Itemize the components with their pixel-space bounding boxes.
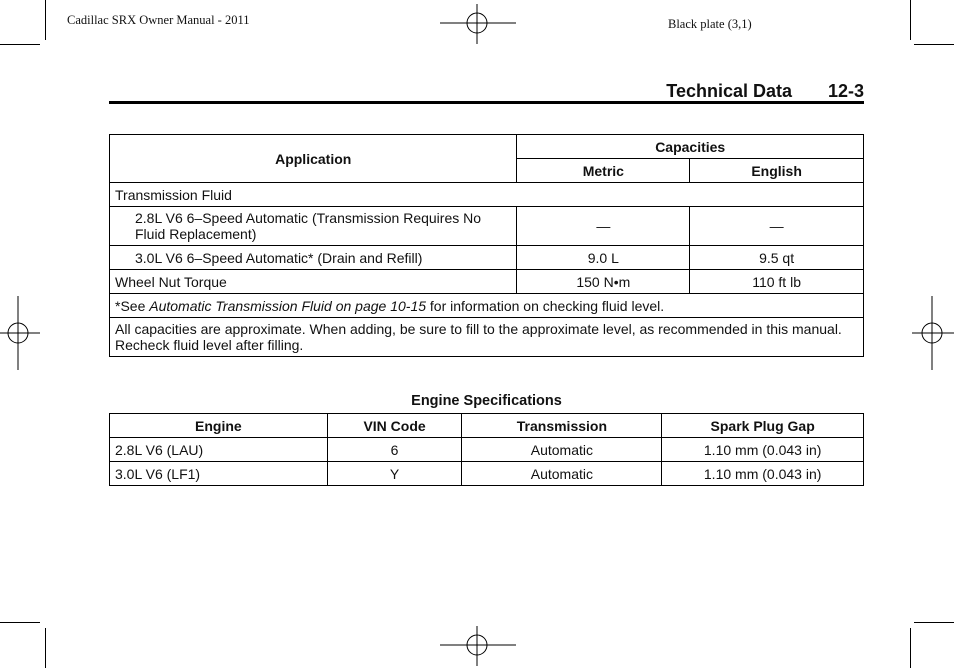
header-engine: Engine [110,414,328,438]
registration-mark-icon [912,296,954,370]
plate-label: Black plate (3,1) [668,17,752,31]
row-metric: — [517,207,690,246]
registration-mark-icon [440,4,516,44]
spark-gap-cell: 1.10 mm (0.043 in) [662,438,864,462]
crop-mark [910,0,911,40]
row-english: 9.5 qt [690,246,864,270]
footnote-prefix: *See [115,297,150,314]
note-row [110,318,864,357]
header-application: Application [110,135,517,183]
manual-title: Cadillac SRX Owner Manual - 2011 [67,13,250,27]
row-english: 110 ft lb [690,270,864,294]
engine-cell: 3.0L V6 (LF1) [110,462,328,486]
capacities-note: All capacities are approximate. When adding, be sure to fill to the approximate level, as recommended in this manual. Recheck fluid level after filling. [110,318,864,357]
crop-mark [0,622,40,623]
row-application: Wheel Nut Torque [110,270,517,294]
header-transmission: Transmission [462,414,662,438]
header-spark-plug-gap: Spark Plug Gap [662,414,864,438]
footnote-reference-link[interactable]: Automatic Transmission Fluid on page 10-15 [149,297,427,314]
table-row [110,270,864,294]
spark-gap-cell: 1.10 mm (0.043 in) [662,462,864,486]
header-vin-code: VIN Code [327,414,462,438]
capacities-table [109,134,864,357]
table-row [110,183,864,207]
engine-specs-table [109,413,864,486]
crop-mark [45,628,46,668]
footnote-row [110,294,864,318]
table-row [110,462,864,486]
section-title: Technical Data [666,81,792,101]
crop-mark [914,622,954,623]
header-english: English [690,159,864,183]
crop-mark [910,628,911,668]
registration-mark-icon [440,626,516,666]
footnote [110,294,864,318]
crop-mark [0,44,40,45]
vin-cell: 6 [327,438,462,462]
transmission-cell: Automatic [462,438,662,462]
table-row [110,207,864,246]
row-application: 3.0L V6 6–Speed Automatic* (Drain and Refill) [110,246,517,270]
table-row [110,246,864,270]
header-metric: Metric [517,159,690,183]
row-metric: 9.0 L [517,246,690,270]
crop-mark [914,44,954,45]
row-metric: 150 N•m [517,270,690,294]
vin-cell: Y [327,462,462,486]
crop-mark [45,0,46,40]
footnote-suffix: for information on checking fluid level. [426,297,665,314]
row-label: Transmission Fluid [110,183,864,207]
engine-cell: 2.8L V6 (LAU) [110,438,328,462]
registration-mark-icon [0,296,40,370]
row-application: 2.8L V6 6–Speed Automatic (Transmission Requires No Fluid Replacement) [110,207,517,246]
engine-specs-caption: Engine Specifications [411,393,562,409]
table-row [110,438,864,462]
section-header [109,80,864,104]
header-capacities: Capacities [517,135,864,159]
row-english: — [690,207,864,246]
transmission-cell: Automatic [462,462,662,486]
page-number: 12-3 [827,81,864,101]
